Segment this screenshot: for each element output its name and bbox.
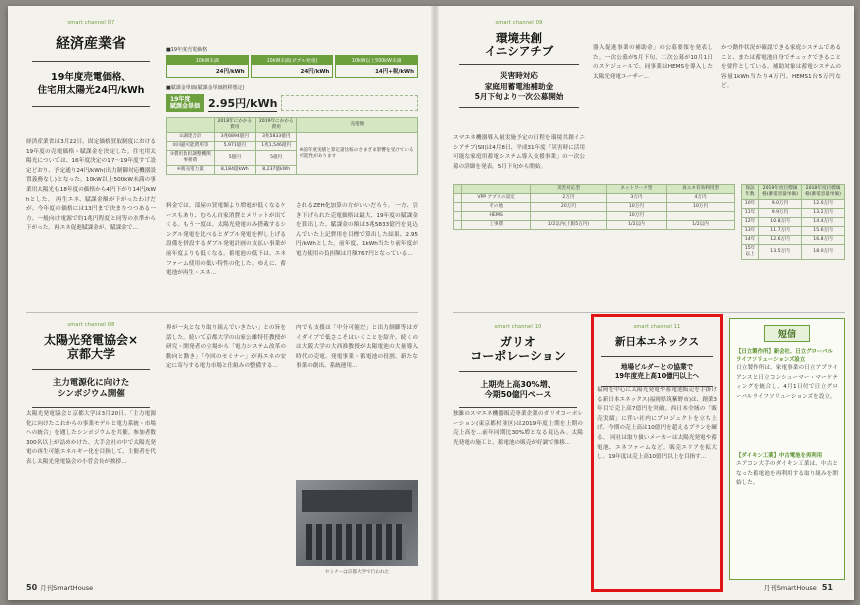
news-item-2-text: エアコン大手のダイキン工業は、中古となった蓄電池を再利用する取り組みを開始した。 bbox=[736, 461, 838, 487]
kyoto-channel: smart channel 08 bbox=[67, 322, 115, 328]
env-header bbox=[453, 20, 585, 108]
highlight-frame bbox=[591, 314, 723, 592]
fig-title: ■19年度売電価格 bbox=[166, 47, 208, 53]
gariore-channel: smart channel 10 bbox=[494, 324, 542, 330]
env-body: スマエネ機器導入量実施予定の日程を環境共創イニシアチブ(SII)は4月8日、平成31年度「災害時に活用可能な家庭用蓄電システム導入支援事業」の一次公募の詳細を発表。5月下旬から開始。 bbox=[453, 135, 585, 170]
levy-value: 2.95円/kWh bbox=[208, 96, 278, 110]
meti-figure bbox=[166, 46, 418, 175]
env-channel: smart channel 09 bbox=[495, 20, 543, 26]
left-footer: 50 月刊SmartHouse bbox=[26, 583, 94, 592]
page-gutter bbox=[431, 6, 439, 600]
fig2-title: ■賦課金単価(賦課金単価推移想定) bbox=[166, 85, 245, 91]
meti-corp: 経済産業省 bbox=[56, 36, 126, 52]
kyoto-col2: 界が一丸となり取り組んでいきたい」との旨を話した。続いて京都大学の山家公雄特任教授が研究・開発者の立場から「電力システム改革の動向と動き」「今回のセミナー」が再エネの安定に寄与する電力市場と仕組みの整備する… bbox=[166, 325, 286, 370]
env-corp: 環境共創 イニシアチブ bbox=[484, 31, 554, 59]
photo-caption: セミナーは京都大学で行われた bbox=[324, 570, 390, 575]
gariore-headline: 上期売上高30%増、 今期50億円ペース bbox=[480, 379, 556, 400]
kyoto-body: 太陽光発電協会と京都大学は3月20日、「主力電源化に向けたこれからの事業モデルと電力系統・市場への統合」を題したシンポジウムを共催。参加者数300名以上が詰めかけた、大手会社の中で太陽光発電の再生可能エネルギー化を目指して、主催者を代表し太陽光発電協会の小菅会長が挨拶… bbox=[26, 411, 156, 465]
left-page bbox=[8, 6, 431, 600]
news-title: 短信 bbox=[764, 325, 810, 342]
news-item-1-text: 日立製作所は、家電事業の日立アプライアンスと日立コンシューマー・マーケティングを統合し、4月1日付で日立グローバルライフソリューションズを設立。 bbox=[736, 365, 838, 400]
levy-table: 2018年にかかる費用 2019年にかかる費用 売電額 ①調達合計 3兆6894億円 3兆5833億円 ※前年度実績と算定諸比較のさまざま影響を受けている可能性があります ②回避可能費用等 5,971億円 1兆1,546億円 ③費用負担調整機関事務費 5億円 5億円 ④販売電力量 8,184億kWh 8,237億kWh bbox=[166, 117, 418, 175]
news-sidebar bbox=[729, 318, 845, 580]
gariore-header bbox=[453, 324, 583, 408]
news-item-2-head: 【ダイキン工業】中古電池を再利用 bbox=[736, 453, 823, 459]
nsenergy-corp: 新日本エネックス bbox=[615, 336, 699, 348]
env-col2: 器入促進事業の補助金」の公募要領を発表した。一次公募が5月下旬、二次公募が10月1日のスケジュールで、同事業はHEMSを導入した太陽光発電ユーザー… bbox=[593, 45, 713, 80]
levy-formula bbox=[281, 95, 418, 111]
meti-body: 経済産業省は3月22日、固定価格買取制度における19年度の売電価格・賦課金を決定した。住宅用太陽光については、16年度決定の17〜19年度すて設定どおり、予定通り24円/kWh(出力制御対応機器設置義務なし)となった。10kW以上500kW未満の事業用太陽光も18年度の価格から4円下がり14円/kWhとした。 再生エネ、賦課金額が下がったわけだが、今年度の価格には13円まで決まりつつある一方、一般向け電源で約1兆円程度と同等の水準から下がった。再エネ促進賦課金が、賦課金で… bbox=[26, 139, 156, 232]
gariore-body: 独雑のスマエネ機器販売専業企業のガリオコーポレーション(東京都杉並区)は2019年度上期を上期の売上高を…前年同期比30%増となる見込み。太陽光発電の施工と、蓄電池の販売が好調で推移… bbox=[453, 411, 583, 446]
meti-header bbox=[26, 20, 156, 107]
subsidy-table: 災害対応型 ネットワーク型 再エネ有効利用型 VPP アプリの設定 2万円 3万円 4万円 その他 20万円 10万円 10万円 HEMS 10万円 工事費 1/2以内(上限5万円) 1/2以内 1/2以内 bbox=[453, 184, 735, 230]
fig-cell-2: 10kW未満(ダブル発電) 24円/kWh bbox=[251, 55, 334, 78]
kyoto-header bbox=[26, 322, 156, 408]
kyoto-col3: 内でも支援は「中分可能だ」と出力制御等はガイダイブで低さこそはいくことを紹介。続くのは大阪大学の大西准教授が太陽電池の大量導入時代の売電、発電事業・蓄電池の役割、新たな事業の創出、系統運用… bbox=[296, 325, 418, 370]
right-page bbox=[439, 6, 854, 600]
kyoto-corp: 太陽光発電協会× 京都大学 bbox=[43, 333, 139, 361]
fig-cell-1: 10kW未満 24円/kWh bbox=[166, 55, 249, 78]
env-headline: 災害時対応 家庭用蓄電池補助金 5月下旬より一次公募開始 bbox=[474, 71, 564, 101]
meti-col2: 料金では、部屋の買電額より増電が低くなるケースもあり、むろん自家消費とメリットが出てくる。もう一度は、太陽光発電のみ搭載するシングル発電を比べるとダブル発電を押し上げる設備を併設するダブル発電計画の支払い事業が前年度よりも低くなる。蓄電池の低下は、エネファーム使用の低い特性の化した。ゆえに、蓄電池が再生・エネ… bbox=[166, 203, 286, 277]
meti-col3: されるZEH化加算の方がいいだろう。 一方、引き下げられた売電価格は最大、19年度の賦課金を算出した。賦課金の額は3兆5833億円を見込んでいた上記費用を目標で算出した結果、2.95円/kWhとした。前年度、1kWh当たり前年度が電力使用の負担額は月額767円となっている… bbox=[296, 203, 418, 257]
meti-channel: smart channel 07 bbox=[67, 20, 115, 26]
gariore-corp: ガリオ コーポレーション bbox=[470, 335, 566, 363]
nsenergy-channel: smart channel 11 bbox=[633, 324, 681, 330]
fig-cell-3: 10kW以上500kW未満 14円+税/kWh bbox=[335, 55, 418, 78]
seminar-photo bbox=[296, 480, 418, 566]
meti-headline: 19年度売電価格、 住宅用太陽光24円/kWh bbox=[37, 72, 145, 96]
warranty-table: 保証年数 2019年度目標価格(蓄電容量単価) 2018年度目標価格(蓄電容量単価) 10年 9.0万円 12.0万円 11年 9.9万円 13.2万円 12年 10.8万円 14.4万円 13年 11.7万円 15.6万円 14年 12.6万円 16.8万円 15年以上 13.5万円 18.0万円 bbox=[741, 184, 845, 260]
news-item-1-head: 【日立製作所】新会社、日立グローバルライフソリューションズ設立 bbox=[736, 349, 833, 363]
nsenergy-body: 福岡を中心に太陽光発電や蓄電池販売を手掛ける新日本エネックス(福岡県筑紫野市)は、創業3年目で売上高7億円を突破。西日本全域の「販売実績」に伴い社内にプロジェクトを立ち上げ、今期の売上高は10億円を超えるプランを練る。 同社は取り扱いメーカーは太陽光発電や蓄電池、エネファームなど。販売エリアを拡大し、19年度は売上高10億円以上を目指す… bbox=[597, 387, 717, 461]
right-footer: 月刊SmartHouse 51 bbox=[763, 583, 833, 592]
magazine-spread bbox=[8, 6, 854, 600]
section-divider-right bbox=[453, 312, 845, 313]
levy-label: 19年度 賦課金単価 bbox=[166, 94, 204, 112]
kyoto-headline: 主力電源化に向けた シンポジウム開催 bbox=[52, 377, 130, 400]
env-col3: かつ動作状況が確認できる家庭システムであること、または蓄電池自身でチェックできることを要件としている。補助対象は蓄電システムの容量1kWh当たり4万円、HEMS1台5万円など。 bbox=[721, 45, 841, 90]
section-divider bbox=[26, 312, 418, 313]
nsenergy-headline: 地場ビルダーとの協業で 19年度売上高10億円以上へ bbox=[614, 363, 700, 380]
